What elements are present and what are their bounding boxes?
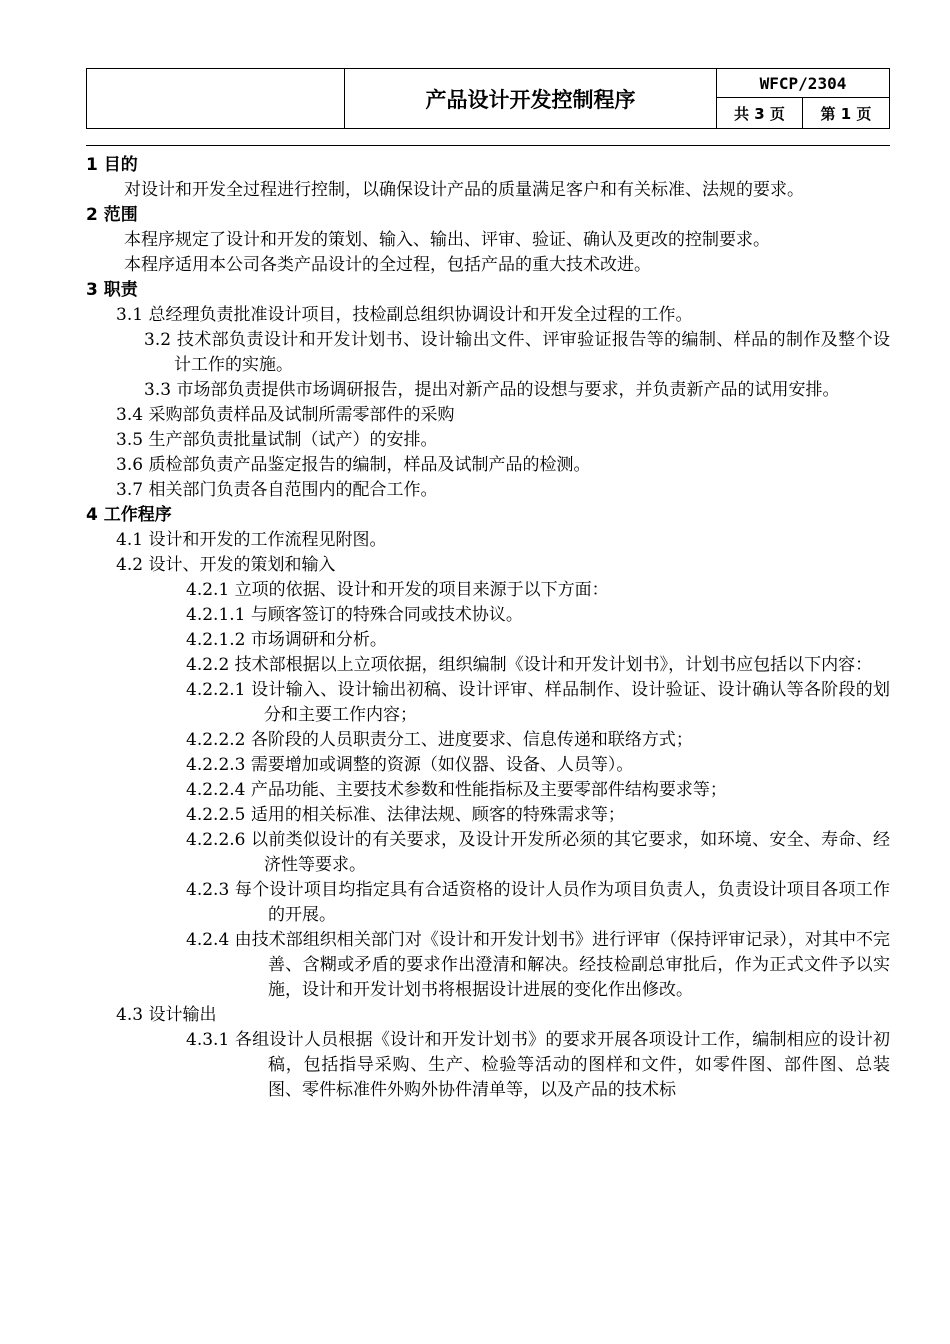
- document-body: [86, 153, 890, 1103]
- list-item-text: 4.2.1.1 与顾客签订的特殊合同或技术协议。: [186, 605, 523, 625]
- list-item: 4.3.1 各组设计人员根据《设计和开发计划书》的要求开展各项设计工作，编制相应的设计初稿，包括指导采购、生产、检验等活动的图样和文件，如零件图、部件图、总装图、零件标准件外购外协件清单等，以及产品的技术标: [186, 1030, 890, 1100]
- paragraph: 本程序适用本公司各类产品设计的全过程，包括产品的重大技术改进。: [124, 255, 651, 275]
- paragraph: 本程序规定了设计和开发的策划、输入、输出、评审、验证、确认及更改的控制要求。: [124, 230, 770, 250]
- list-item: 4.2.2.2 各阶段的人员职责分工、进度要求、信息传递和联络方式；: [186, 730, 693, 750]
- list-item: 4.2.2.6 以前类似设计的有关要求，及设计开发所必须的其它要求，如环境、安全、寿命、经济性等要求。: [186, 830, 890, 875]
- subsection-heading: 4.3 设计输出: [116, 1005, 217, 1025]
- list-item: 4.2.2.4 产品功能、主要技术参数和性能指标及主要零部件结构要求等；: [186, 780, 727, 800]
- list-item-text: 4.2.1.2 市场调研和分析。: [186, 630, 387, 650]
- logo-cell: [87, 69, 345, 128]
- list-item: 3.2 技术部负责设计和开发计划书、设计输出文件、评审验证报告等的编制、样品的制作及整个设计工作的实施。: [144, 330, 890, 375]
- list-item: 4.2.3 每个设计项目均指定具有合适资格的设计人员作为项目负责人，负责设计项目各项工作的开展。: [186, 880, 890, 925]
- list-item: 4.2.4 由技术部组织相关部门对《设计和开发计划书》进行评审（保持评审记录），对其中不完善、含糊或矛盾的要求作出澄清和解决。经技检副总审批后，作为正式文件予以实施，设计和开发计划书将根据设计进展的变化作出修改。: [186, 930, 890, 1000]
- list-item: 3.7 相关部门负责各自范围内的配合工作。: [116, 480, 438, 500]
- list-item: 3.5 生产部负责批量试制（试产）的安排。: [116, 430, 438, 450]
- list-item: 4.2.2.5 适用的相关标准、法律法规、顾客的特殊需求等；: [186, 805, 625, 825]
- list-item: 4.2.2 技术部根据以上立项依据，组织编制《设计和开发计划书》，计划书应包括以下内容：: [186, 655, 873, 675]
- document-title: 产品设计开发控制程序: [345, 69, 717, 128]
- list-item: 4.2.2.3 需要增加或调整的资源（如仪器、设备、人员等）。: [186, 755, 634, 775]
- document-code: WFCP/2304: [717, 69, 889, 98]
- page-number: 第 1 页: [820, 104, 872, 123]
- list-item: 3.6 质检部负责产品鉴定报告的编制，样品及试制产品的检测。: [116, 455, 591, 475]
- list-item: [86, 628, 890, 653]
- subsection-heading: 4.2 设计、开发的策划和输入: [116, 555, 336, 575]
- section-heading-scope: 2 范围: [86, 205, 138, 225]
- header-divider: [86, 145, 890, 146]
- section-heading-purpose: 1 目的: [86, 155, 138, 175]
- list-item: 3.1 总经理负责批准设计项目，技检副总组织协调设计和开发全过程的工作。: [116, 305, 693, 325]
- section-heading-procedure: 4 工作程序: [86, 505, 172, 525]
- paragraph: 对设计和开发全过程进行控制，以确保设计产品的质量满足客户和有关标准、法规的要求。: [124, 180, 804, 200]
- list-item: [86, 603, 890, 628]
- list-item: 3.4 采购部负责样品及试制所需零部件的采购: [116, 405, 455, 425]
- list-item: 4.1 设计和开发的工作流程见附图。: [116, 530, 387, 550]
- list-item: 3.3 市场部负责提供市场调研报告，提出对新产品的设想与要求，并负责新产品的试用安排。: [144, 380, 840, 400]
- document-header-table: [86, 68, 890, 129]
- list-item: 4.2.1 立项的依据、设计和开发的项目来源于以下方面：: [186, 580, 609, 600]
- section-heading-responsibilities: 3 职责: [86, 280, 138, 300]
- list-item: 4.2.2.1 设计输入、设计输出初稿、设计评审、样品制作、设计验证、设计确认等各阶段的划分和主要工作内容；: [186, 680, 890, 725]
- total-pages: 共 3 页: [717, 98, 803, 128]
